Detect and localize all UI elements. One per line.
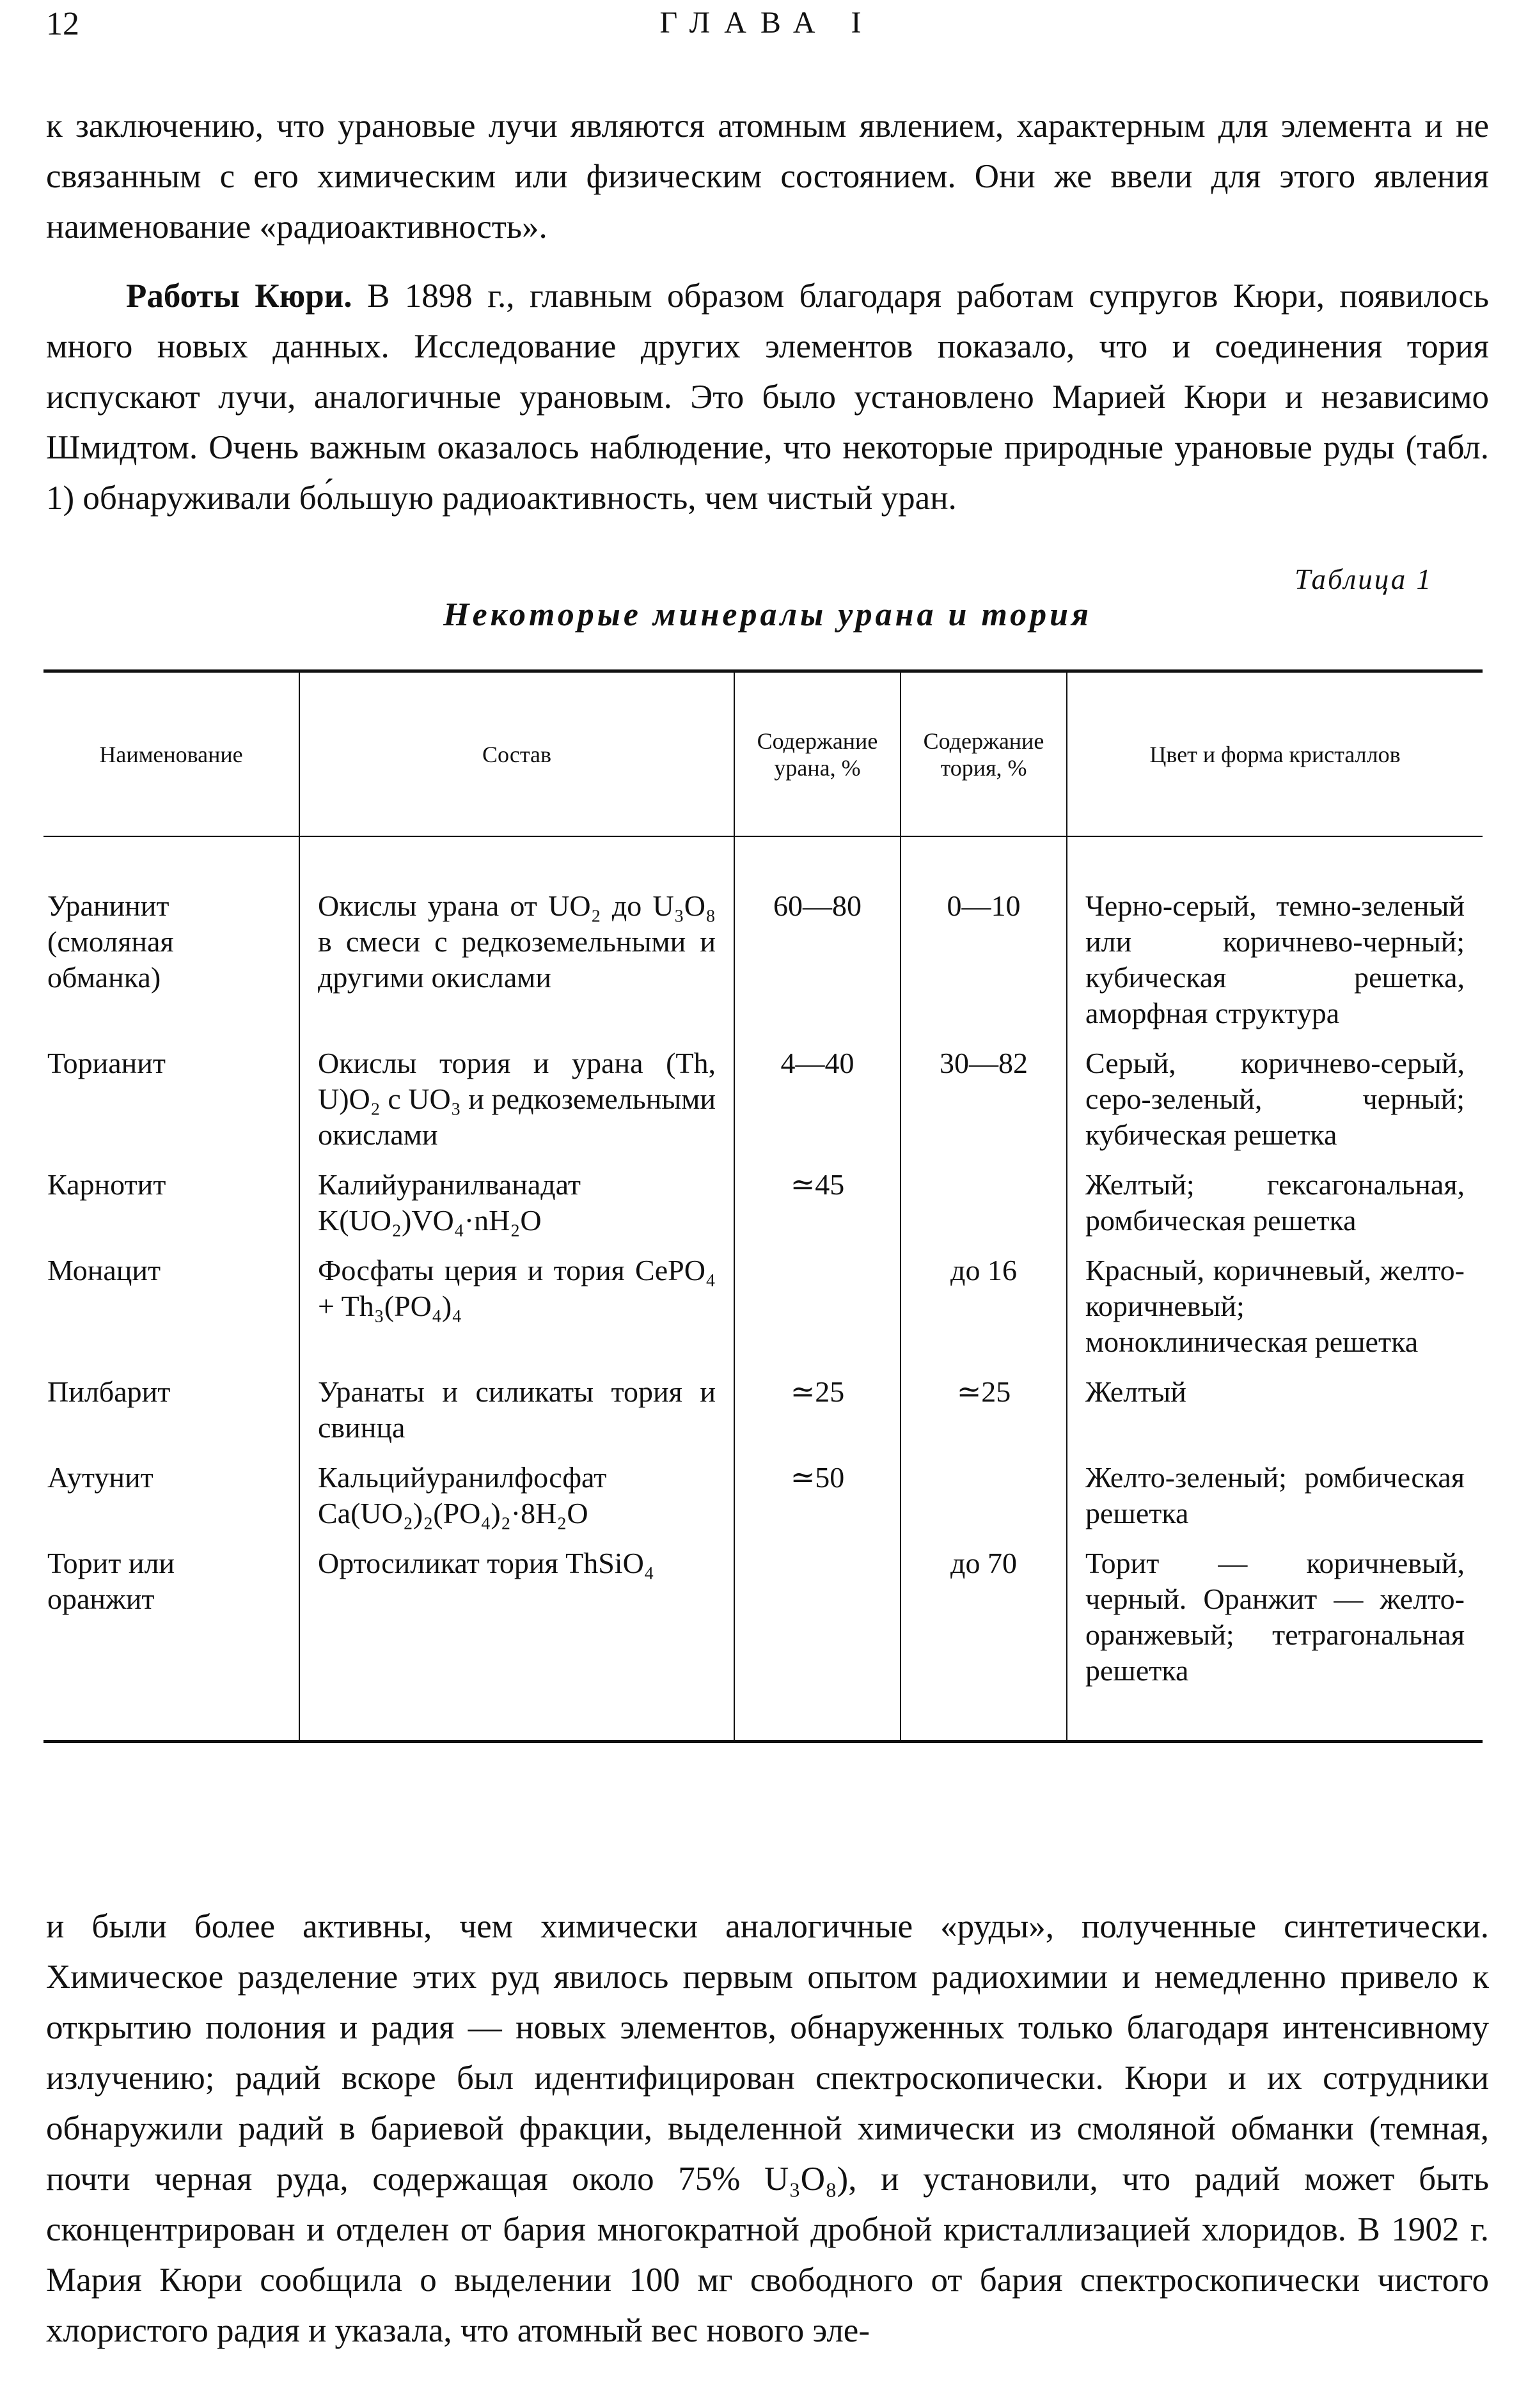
mineral-composition: Калийуранилванадат K(UO₂)VO₄·nH₂O (299, 1167, 734, 1253)
uranium-content: 60—80 (734, 836, 901, 1045)
uranium-content (734, 1545, 901, 1742)
page-number: 12 (46, 6, 79, 42)
paragraph-2 (46, 271, 1489, 524)
uranium-content: ≃25 (734, 1374, 901, 1460)
header-thorium: Содержание тория, % (901, 671, 1067, 837)
crystal-color-form: Черно-серый, темно-зеленый или коричнево-черный; кубическая решетка, аморфная структура (1067, 836, 1483, 1045)
mineral-composition: Окислы тория и урана (Th, U)O₂ с UO₃ и редкоземельными окислами (299, 1045, 734, 1167)
thorium-content: ≃25 (901, 1374, 1067, 1460)
running-head (46, 5, 1489, 50)
table-title: Некоторые минералы урана и тория (443, 597, 1092, 633)
uranium-content: ≃45 (734, 1167, 901, 1253)
table-label: Таблица 1 (1295, 563, 1433, 595)
table-row (43, 1167, 1483, 1253)
table-row (43, 1045, 1483, 1167)
crystal-color-form: Желто-зеленый; ромбическая решетка (1067, 1460, 1483, 1545)
crystal-color-form: Желтый (1067, 1374, 1483, 1460)
uranium-content: ≃50 (734, 1460, 901, 1545)
paragraph-1: к заключению, что урановые лучи являются атомным явлением, характерным для элемента и не связанным с его химическим или физическим состоянием. Они же ввели для этого явления наименование «радиоактивность». (46, 107, 1489, 246)
mineral-composition: Окислы урана от UO₂ до U₃O₈ в смеси с редкоземельными и другими окислами (299, 836, 734, 1045)
mineral-name: Монацит (47, 1254, 161, 1286)
paragraph-2-text: В 1898 г., главным образом благодаря работам супругов Кюри, появилось много новых данных. Исследование других элементов показало, что и соединения тория испускают лучи, аналогичные урановым. Это было установлено Марией Кюри и независимо Шмидтом. Очень важным оказалось наблюдение, что некоторые природные урановые руды (табл. 1) обнаруживали бо́льшую радиоактивность, чем чистый уран. (46, 278, 1489, 517)
chapter-title: ГЛАВА I (659, 6, 876, 40)
table-row (43, 1374, 1483, 1460)
mineral-name: Карнотит (47, 1168, 166, 1201)
header-composition: Состав (299, 671, 734, 837)
header-uranium: Содержание урана, % (734, 671, 901, 837)
table-row (43, 1460, 1483, 1545)
table-row (43, 1545, 1483, 1742)
mineral-composition: Ортосиликат тория ThSiO₄ (299, 1545, 734, 1742)
thorium-content: до 16 (901, 1253, 1067, 1374)
thorium-content: 30—82 (901, 1045, 1067, 1167)
crystal-color-form: Торит — коричневый, черный. Оранжит — желто-оранжевый; тетрагональная решетка (1067, 1545, 1483, 1742)
mineral-composition: Уранаты и силикаты тория и свинца (299, 1374, 734, 1460)
mineral-name: Торианит (47, 1047, 166, 1079)
mineral-name: Пилбарит (47, 1375, 171, 1408)
thorium-content: до 70 (901, 1545, 1067, 1742)
mineral-name: Аутунит (47, 1461, 154, 1494)
table-row (43, 1253, 1483, 1374)
minerals-table (43, 669, 1483, 1743)
section-lead: Работы Кюри. (126, 278, 352, 315)
header-color: Цвет и форма кристаллов (1067, 671, 1483, 837)
crystal-color-form: Желтый; гексагональная, ромбическая решетка (1067, 1167, 1483, 1253)
mineral-name: Торит или оранжит (47, 1547, 175, 1615)
thorium-content (901, 1167, 1067, 1253)
thorium-content (901, 1460, 1067, 1545)
mineral-composition: Фосфаты церия и тория CePO₄ + Th₃(PO₄)₄ (299, 1253, 734, 1374)
crystal-color-form: Красный, коричневый, желто-коричневый; моноклиническая решетка (1067, 1253, 1483, 1374)
table-row (43, 836, 1483, 1045)
uranium-content (734, 1253, 901, 1374)
paragraph-3: и были более активны, чем химически аналогичные «руды», полученные синтетически. Химическое разделение этих руд явилось первым опытом радиохимии и немедленно привело к открытию полония и радия — новых элементов, обнаруженных только благодаря интенсивному излучению; радий вскоре был идентифицирован спектроскопически. Кюри и их сотрудники обнаружили радий в бариевой фракции, выделенной химически из смоляной обманки (темная, почти черная руда, содержащая около 75% U₃O₈), и установили, что радий может быть сконцентрирован и отделен от бария многократной дробной кристаллизацией хлоридов. В 1902 г. Мария Кюри сообщила о выделении 100 мг свободного от бария спектроскопически чистого хлористого радия и указала, что атомный вес нового эле- (46, 1908, 1489, 2349)
mineral-name: Уранинит (смоляная обманка) (47, 889, 174, 994)
uranium-content: 4—40 (734, 1045, 901, 1167)
table-header-row (43, 671, 1483, 837)
crystal-color-form: Серый, коричнево-серый, серо-зеленый, черный; кубическая решетка (1067, 1045, 1483, 1167)
thorium-content: 0—10 (901, 836, 1067, 1045)
header-name: Наименование (99, 741, 243, 767)
mineral-composition: Кальцийуранилфосфат Ca(UO₂)₂(PO₄)₂·8H₂O (299, 1460, 734, 1545)
